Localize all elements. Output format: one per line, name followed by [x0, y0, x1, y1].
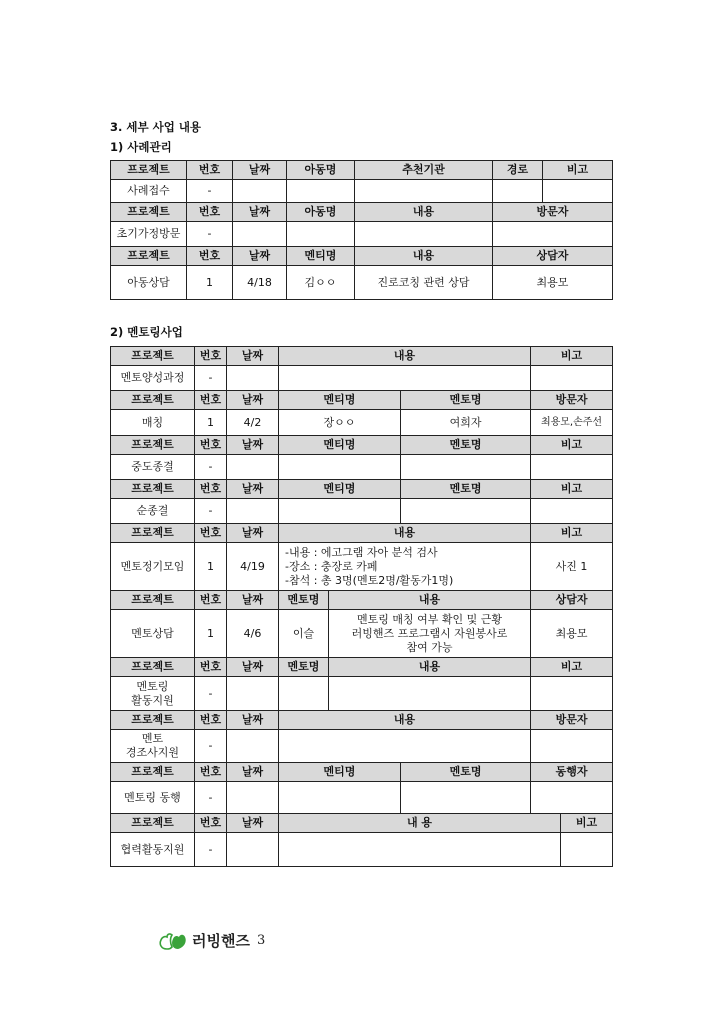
date-cell: 4/18 — [233, 266, 287, 300]
header-cell: 비고 — [531, 658, 613, 677]
table-header-row — [111, 203, 613, 222]
header-cell: 멘티명 — [287, 247, 355, 266]
mentor-name-cell — [401, 455, 531, 480]
mentee-name-cell: 김ㅇㅇ — [287, 266, 355, 300]
header-cell: 번호 — [187, 161, 233, 180]
table-row — [111, 677, 613, 711]
header-cell: 아동명 — [287, 161, 355, 180]
project-cell: 초기가정방문 — [111, 222, 187, 247]
header-cell: 프로젝트 — [111, 247, 187, 266]
content-line: -참석 : 총 3명(멘토2명/활동가1명) — [285, 573, 454, 587]
project-cell: 순종결 — [111, 499, 195, 524]
mentee-name-cell — [279, 455, 401, 480]
counselor-cell: 최용모 — [531, 610, 613, 658]
table-header-row — [111, 436, 613, 455]
table-header-row — [111, 391, 613, 410]
table-row — [111, 266, 613, 300]
date-cell — [227, 499, 279, 524]
table-header-row — [111, 814, 613, 833]
header-cell: 번호 — [195, 391, 227, 410]
header-cell: 번호 — [187, 203, 233, 222]
project-cell — [111, 730, 195, 763]
header-cell: 번호 — [195, 658, 227, 677]
table-row — [111, 366, 613, 391]
header-cell: 프로젝트 — [111, 161, 187, 180]
table-row — [111, 180, 613, 203]
number-cell: 1 — [187, 266, 233, 300]
number-cell: 1 — [195, 543, 227, 591]
content-cell: 진로코칭 관련 상담 — [355, 266, 493, 300]
header-cell: 동행자 — [531, 763, 613, 782]
project-line: 활동지원 — [131, 693, 174, 707]
header-cell: 멘토명 — [279, 591, 329, 610]
header-cell: 프로젝트 — [111, 524, 195, 543]
table-row — [111, 782, 613, 814]
content-line: 멘토링 매칭 여부 확인 및 근황 — [357, 612, 502, 626]
page-number: 3 — [256, 933, 266, 948]
project-cell: 중도종결 — [111, 455, 195, 480]
visitor-cell: 최용모,손주선 — [531, 410, 613, 436]
date-cell — [233, 180, 287, 203]
header-cell: 비고 — [543, 161, 613, 180]
header-cell: 번호 — [195, 480, 227, 499]
note-cell — [543, 180, 613, 203]
table-row — [111, 610, 613, 658]
header-cell: 방문자 — [531, 711, 613, 730]
mentee-name-cell — [279, 782, 401, 814]
header-cell: 번호 — [195, 347, 227, 366]
header-cell: 추천기관 — [355, 161, 493, 180]
footer — [158, 930, 265, 951]
date-cell — [227, 730, 279, 763]
header-cell: 프로젝트 — [111, 658, 195, 677]
header-cell: 프로젝트 — [111, 591, 195, 610]
header-cell: 방문자 — [493, 203, 613, 222]
number-cell: - — [195, 782, 227, 814]
mentee-name-cell: 장ㅇㅇ — [279, 410, 401, 436]
mentee-name-cell — [279, 499, 401, 524]
note-cell — [531, 499, 613, 524]
subsection-title-mentoring: 2) 멘토링사업 — [110, 325, 183, 339]
header-cell: 비고 — [531, 347, 613, 366]
table-header-row — [111, 480, 613, 499]
header-cell: 번호 — [195, 436, 227, 455]
content-cell — [279, 833, 561, 867]
header-cell: 프로젝트 — [111, 711, 195, 730]
note-cell: 사진 1 — [531, 543, 613, 591]
subsection-title-case-management: 1) 사례관리 — [110, 140, 172, 154]
table-header-row — [111, 658, 613, 677]
header-cell: 프로젝트 — [111, 763, 195, 782]
header-cell: 상담자 — [531, 591, 613, 610]
header-cell: 프로젝트 — [111, 203, 187, 222]
date-cell: 4/6 — [227, 610, 279, 658]
date-cell — [227, 782, 279, 814]
case-management-table — [110, 160, 613, 300]
table-header-row — [111, 711, 613, 730]
header-cell: 프로젝트 — [111, 391, 195, 410]
header-cell: 날짜 — [233, 203, 287, 222]
number-cell: - — [187, 222, 233, 247]
date-cell — [227, 455, 279, 480]
table-row — [111, 730, 613, 763]
project-cell: 매칭 — [111, 410, 195, 436]
mentor-name-cell — [401, 782, 531, 814]
header-cell: 날짜 — [227, 391, 279, 410]
number-cell: - — [195, 730, 227, 763]
content-cell — [329, 677, 531, 711]
header-cell: 내용 — [329, 658, 531, 677]
date-cell — [227, 366, 279, 391]
header-cell: 프로젝트 — [111, 814, 195, 833]
mentor-name-cell: 여희자 — [401, 410, 531, 436]
table-row — [111, 499, 613, 524]
child-name-cell — [287, 222, 355, 247]
header-cell: 날짜 — [227, 480, 279, 499]
note-cell — [531, 366, 613, 391]
number-cell: - — [195, 499, 227, 524]
note-cell — [531, 455, 613, 480]
mentor-name-cell — [401, 499, 531, 524]
header-cell: 날짜 — [227, 591, 279, 610]
project-cell: 멘토링 동행 — [111, 782, 195, 814]
header-cell: 비고 — [531, 436, 613, 455]
header-cell: 멘토명 — [401, 391, 531, 410]
brand-name: 러빙핸즈 — [192, 932, 250, 950]
header-cell: 내용 — [355, 247, 493, 266]
project-line: 경조사지원 — [125, 746, 180, 759]
table-header-row — [111, 763, 613, 782]
content-cell — [329, 610, 531, 658]
header-cell: 멘토명 — [401, 436, 531, 455]
header-cell: 멘티명 — [279, 480, 401, 499]
project-line: 멘토링 — [136, 679, 169, 693]
number-cell: 1 — [195, 610, 227, 658]
header-cell: 프로젝트 — [111, 480, 195, 499]
table-row — [111, 833, 613, 867]
header-cell: 비고 — [561, 814, 613, 833]
header-cell: 날짜 — [227, 658, 279, 677]
child-name-cell — [287, 180, 355, 203]
visitor-cell — [531, 730, 613, 763]
header-cell: 내용 — [355, 203, 493, 222]
counselor-cell: 최용모 — [493, 266, 613, 300]
content-cell — [279, 366, 531, 391]
visitor-cell — [493, 222, 613, 247]
date-cell: 4/2 — [227, 410, 279, 436]
header-cell: 날짜 — [227, 524, 279, 543]
header-cell: 날짜 — [227, 814, 279, 833]
date-cell — [227, 833, 279, 867]
project-cell: 사례접수 — [111, 180, 187, 203]
header-cell: 번호 — [195, 591, 227, 610]
table-header-row — [111, 161, 613, 180]
table-header-row — [111, 347, 613, 366]
project-line: 멘토 — [141, 732, 164, 745]
route-cell — [493, 180, 543, 203]
header-cell: 내용 — [329, 591, 531, 610]
note-cell — [561, 833, 613, 867]
header-cell: 멘토명 — [279, 658, 329, 677]
header-cell: 멘토명 — [401, 480, 531, 499]
table-header-row — [111, 247, 613, 266]
header-cell: 날짜 — [227, 436, 279, 455]
content-line: 참여 가능 — [406, 640, 453, 654]
content-cell — [279, 730, 531, 763]
header-cell: 내용 — [279, 347, 531, 366]
header-cell: 번호 — [195, 524, 227, 543]
table-row — [111, 455, 613, 480]
header-cell: 날짜 — [227, 763, 279, 782]
header-cell: 비고 — [531, 480, 613, 499]
header-cell: 프로젝트 — [111, 347, 195, 366]
table-row — [111, 543, 613, 591]
date-cell — [233, 222, 287, 247]
number-cell: - — [195, 366, 227, 391]
project-cell: 멘토정기모임 — [111, 543, 195, 591]
number-cell: - — [195, 833, 227, 867]
header-cell: 멘티명 — [279, 391, 401, 410]
header-cell: 날짜 — [233, 247, 287, 266]
number-cell: - — [187, 180, 233, 203]
header-cell: 번호 — [195, 711, 227, 730]
table-header-row — [111, 591, 613, 610]
header-cell: 번호 — [195, 763, 227, 782]
date-cell — [227, 677, 279, 711]
number-cell: 1 — [195, 410, 227, 436]
content-line: -내용 : 에고그램 자아 분석 검사 — [285, 545, 438, 559]
hands-logo-icon — [158, 931, 188, 951]
mentor-name-cell — [279, 677, 329, 711]
header-cell: 방문자 — [531, 391, 613, 410]
header-cell: 프로젝트 — [111, 436, 195, 455]
date-cell: 4/19 — [227, 543, 279, 591]
number-cell: - — [195, 455, 227, 480]
companion-cell — [531, 782, 613, 814]
project-cell: 협력활동지원 — [111, 833, 195, 867]
content-cell — [279, 543, 531, 591]
table-header-row — [111, 524, 613, 543]
content-line: 러빙핸즈 프로그램시 자원봉사로 — [351, 626, 508, 640]
project-cell: 멘토상담 — [111, 610, 195, 658]
header-cell: 멘티명 — [279, 436, 401, 455]
table-row — [111, 410, 613, 436]
mentoring-table — [110, 346, 613, 867]
content-cell — [355, 222, 493, 247]
project-cell: 아동상담 — [111, 266, 187, 300]
header-cell: 내용 — [279, 524, 531, 543]
table-row — [111, 222, 613, 247]
header-cell: 경로 — [493, 161, 543, 180]
header-cell: 멘토명 — [401, 763, 531, 782]
header-cell: 멘티명 — [279, 763, 401, 782]
header-cell: 날짜 — [227, 347, 279, 366]
header-cell: 날짜 — [227, 711, 279, 730]
project-cell — [111, 677, 195, 711]
header-cell: 내용 — [279, 711, 531, 730]
content-line: -장소 : 충장로 카페 — [285, 559, 378, 573]
project-cell: 멘토양성과정 — [111, 366, 195, 391]
header-cell: 아동명 — [287, 203, 355, 222]
header-cell: 번호 — [187, 247, 233, 266]
header-cell: 날짜 — [233, 161, 287, 180]
section-title: 3. 세부 사업 내용 — [110, 120, 202, 134]
header-cell: 비고 — [531, 524, 613, 543]
referral-cell — [355, 180, 493, 203]
header-cell: 상담자 — [493, 247, 613, 266]
mentor-name-cell: 이슬 — [279, 610, 329, 658]
note-cell — [531, 677, 613, 711]
number-cell: - — [195, 677, 227, 711]
header-cell: 내 용 — [279, 814, 561, 833]
header-cell: 번호 — [195, 814, 227, 833]
